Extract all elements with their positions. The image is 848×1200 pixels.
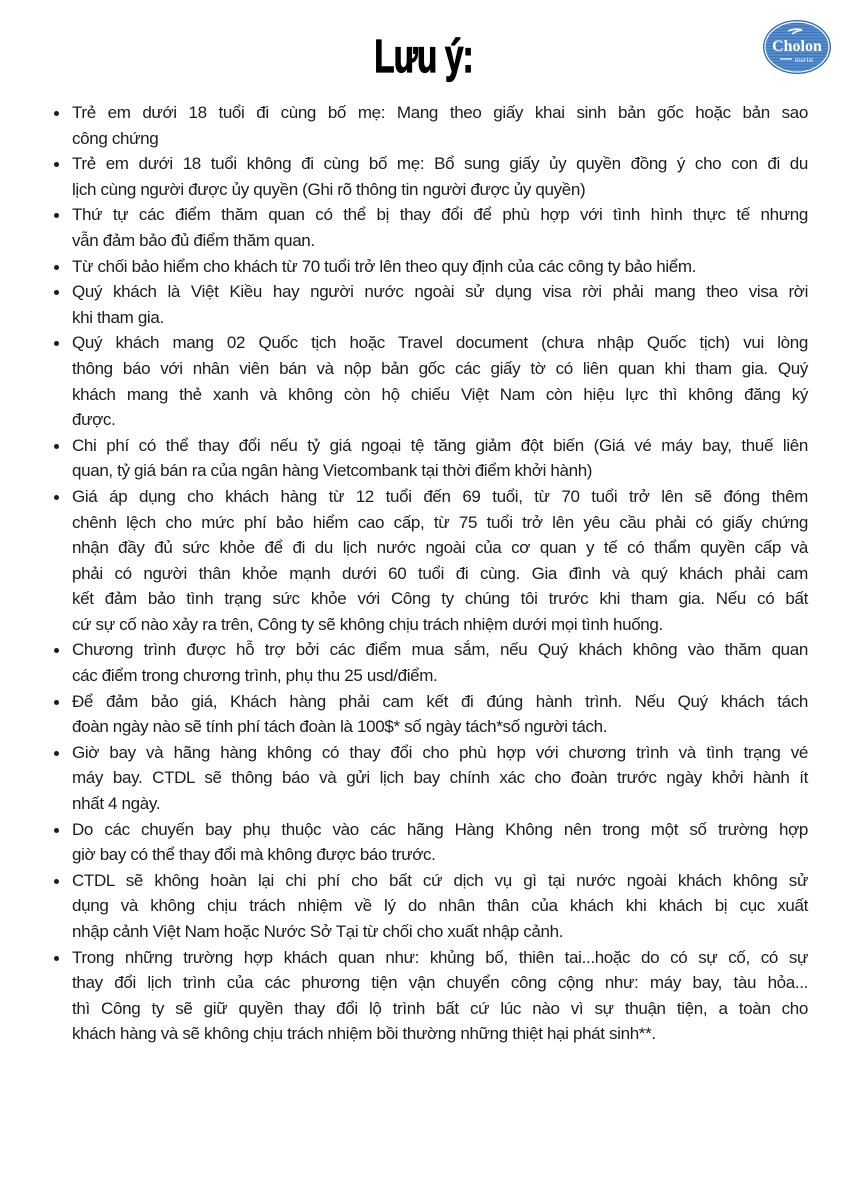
note-line bbox=[72, 970, 808, 996]
note-text: Chương trình được hỗ trợ bởi các điểm mua sắm, nếu Quý khách không vào thăm quan bbox=[72, 640, 808, 660]
note-line bbox=[72, 382, 808, 408]
note-text: chênh lệch cho mức phí bảo hiểm cao cấp, từ 75 tuổi trở lên yêu cầu phải có giấy chứng bbox=[72, 512, 808, 532]
note-text: máy bay. CTDL sẽ thông báo và gửi lịch bay chính xác cho đoàn trước ngày khởi hành ít bbox=[72, 768, 808, 788]
note-line bbox=[72, 305, 808, 331]
note-text: thông báo với nhân viên bán và nộp bản gốc các giấy tờ có liên quan khi tham gia. Quý bbox=[72, 358, 808, 378]
bullet-icon bbox=[54, 111, 59, 116]
note-text: thay đổi lịch trình của các phương tiện vận chuyển công cộng như: máy bay, tàu hỏa... bbox=[72, 973, 808, 993]
note-line bbox=[72, 356, 808, 382]
note-text: dụng và không chịu trách nhiệm về lý do nhân thân của khách khi khách bị cục xuất bbox=[72, 896, 808, 916]
note-item bbox=[72, 100, 808, 151]
note-text: nhập cảnh Việt Nam hoặc Nước Sở Tại từ chối cho xuất nhập cảnh. bbox=[72, 922, 564, 941]
note-item bbox=[72, 484, 808, 638]
note-item bbox=[72, 637, 808, 688]
note-item bbox=[72, 740, 808, 817]
note-text: khách mang thẻ xanh và không còn hộ chiếu Việt Nam còn hiệu lực thì không đăng ký bbox=[72, 384, 808, 404]
note-text: Thứ tự các điểm thăm quan có thể bị thay đổi để phù hợp với tình hình thực tế nhưng bbox=[72, 205, 808, 225]
note-line bbox=[72, 330, 808, 356]
bullet-icon bbox=[54, 162, 59, 167]
svg-text:tourist: tourist bbox=[794, 56, 814, 64]
note-line bbox=[72, 458, 808, 484]
bullet-icon bbox=[54, 700, 59, 705]
note-text: Do các chuyến bay phụ thuộc vào các hãng Hàng Không nên trong một số trường hợp bbox=[72, 819, 808, 839]
note-text: nhất 4 ngày. bbox=[72, 794, 161, 814]
note-line bbox=[72, 740, 808, 766]
note-item bbox=[72, 945, 808, 1047]
note-line bbox=[72, 177, 808, 203]
note-line bbox=[72, 279, 808, 305]
note-line bbox=[72, 202, 808, 228]
note-line bbox=[72, 561, 808, 587]
note-text: vẫn đảm bảo đủ điểm thăm quan. bbox=[72, 230, 315, 250]
bullet-icon bbox=[54, 265, 59, 270]
bullet-icon bbox=[54, 828, 59, 833]
note-line bbox=[72, 868, 808, 894]
note-line bbox=[72, 407, 808, 433]
note-line bbox=[72, 791, 808, 817]
note-line bbox=[72, 714, 808, 740]
note-line bbox=[72, 637, 808, 663]
note-text: Để đảm bảo giá, Khách hàng phải cam kết đi đúng hành trình. Nếu Quý khách tách bbox=[72, 691, 808, 711]
bullet-icon bbox=[54, 444, 59, 449]
note-line bbox=[72, 945, 808, 971]
note-text: giờ bay có thể thay đổi mà không được báo trước. bbox=[72, 845, 436, 865]
note-item bbox=[72, 689, 808, 740]
note-text: cứ sự cố nào xảy ra trên, Công ty sẽ không chịu trách nhiệm dưới mọi tình huống. bbox=[72, 614, 663, 634]
bullet-icon bbox=[54, 648, 59, 653]
note-line bbox=[72, 433, 808, 459]
note-text: Từ chối bảo hiểm cho khách từ 70 tuổi trở lên theo quy định của các công ty bảo hiểm. bbox=[72, 256, 697, 276]
note-text: Trong những trường hợp khách quan như: khủng bố, thiên tai...hoặc do có sự cố, có sự bbox=[72, 947, 808, 967]
notes-list bbox=[72, 100, 808, 1047]
note-text: đoàn ngày nào sẽ tính phí tách đoàn là 100$* số ngày tách*số người tách. bbox=[72, 717, 608, 737]
note-item bbox=[72, 868, 808, 945]
note-text: Trẻ em dưới 18 tuổi đi cùng bố mẹ: Mang theo giấy khai sinh bản gốc hoặc bản sao bbox=[72, 103, 808, 122]
bullet-icon bbox=[54, 290, 59, 295]
svg-text:Cholon: Cholon bbox=[772, 38, 822, 55]
company-logo bbox=[762, 19, 832, 75]
note-item bbox=[72, 330, 808, 432]
note-text: CTDL sẽ không hoàn lại chi phí cho bất cứ dịch vụ gì tại nước ngoài khách không sử bbox=[72, 870, 808, 890]
note-item bbox=[72, 151, 808, 202]
note-line bbox=[72, 612, 808, 638]
note-line bbox=[72, 535, 808, 561]
note-line bbox=[72, 817, 808, 843]
note-text: Trẻ em dưới 18 tuổi không đi cùng bố mẹ: Bổ sung giấy ủy quyền đồng ý cho con đi du bbox=[72, 154, 808, 174]
cholon-tourist-logo-icon bbox=[762, 19, 832, 75]
note-line bbox=[72, 586, 808, 612]
bullet-icon bbox=[54, 213, 59, 218]
note-text: khách hàng và sẽ không chịu trách nhiệm bồi thường những thiệt hại phát sinh**. bbox=[72, 1024, 656, 1044]
note-text: được. bbox=[72, 410, 116, 430]
note-line bbox=[72, 228, 808, 254]
note-line bbox=[72, 510, 808, 536]
note-text: quan, tỷ giá bán ra của ngân hàng Vietcombank tại thời điểm khởi hành) bbox=[72, 461, 593, 481]
note-line bbox=[72, 765, 808, 791]
note-text: khi tham gia. bbox=[72, 307, 164, 327]
note-line bbox=[72, 151, 808, 177]
note-item bbox=[72, 433, 808, 484]
note-text: công chứng bbox=[72, 128, 159, 148]
page-title: Lưu ý: bbox=[374, 30, 474, 82]
bullet-icon bbox=[54, 751, 59, 756]
note-item bbox=[72, 202, 808, 253]
note-line bbox=[72, 893, 808, 919]
bullet-icon bbox=[54, 879, 59, 884]
note-line bbox=[72, 484, 808, 510]
note-text: Giờ bay và hãng hàng không có thay đổi cho phù hợp với chương trình và tình trạng vé bbox=[72, 742, 808, 762]
note-text: Giá áp dụng cho khách hàng từ 12 tuổi đến 69 tuổi, từ 70 tuổi trở lên sẽ đóng thêm bbox=[72, 486, 808, 506]
note-line bbox=[72, 689, 808, 715]
bullet-icon bbox=[54, 341, 59, 346]
note-text: các điểm trong chương trình, phụ thu 25 usd/điểm. bbox=[72, 666, 438, 686]
note-item bbox=[72, 279, 808, 330]
note-text: Quý khách mang 02 Quốc tịch hoặc Travel document (chưa nhập Quốc tịch) vui lòng bbox=[72, 333, 808, 353]
note-text: lịch cùng người được ủy quyền (Ghi rõ thông tin người được ủy quyền) bbox=[72, 179, 586, 199]
note-line bbox=[72, 126, 808, 152]
note-text: thì Công ty sẽ giữ quyền thay đổi lộ trình bất cứ lúc nào vì sự thuận tiện, a toàn cho bbox=[72, 998, 808, 1018]
note-line bbox=[72, 842, 808, 868]
header bbox=[0, 26, 848, 90]
note-line bbox=[72, 663, 808, 689]
bullet-icon bbox=[54, 495, 59, 500]
note-line bbox=[72, 254, 808, 280]
note-text: Chi phí có thể thay đổi nếu tỷ giá ngoại tệ tăng giảm đột biến (Giá vé máy bay, thuế liên bbox=[72, 435, 808, 455]
note-line bbox=[72, 1021, 808, 1047]
note-text: phải có người thân khỏe mạnh dưới 60 tuổi đi cùng. Gia đình và quý khách phải cam bbox=[72, 563, 808, 583]
note-text: kết đảm bảo tình trạng sức khỏe với Công ty chúng tôi trước khi tham gia. Nếu có bất bbox=[72, 589, 808, 609]
note-line bbox=[72, 100, 808, 126]
note-line bbox=[72, 919, 808, 945]
note-item bbox=[72, 254, 808, 280]
note-item bbox=[72, 817, 808, 868]
note-text: nhận đầy đủ sức khỏe để đi du lịch nước ngoài của cơ quan y tế có thẩm quyền cấp và bbox=[72, 538, 808, 558]
note-text: Quý khách là Việt Kiều hay người nước ngoài sử dụng visa rời phải mang theo visa rời bbox=[72, 282, 808, 302]
bullet-icon bbox=[54, 956, 59, 961]
note-line bbox=[72, 996, 808, 1022]
